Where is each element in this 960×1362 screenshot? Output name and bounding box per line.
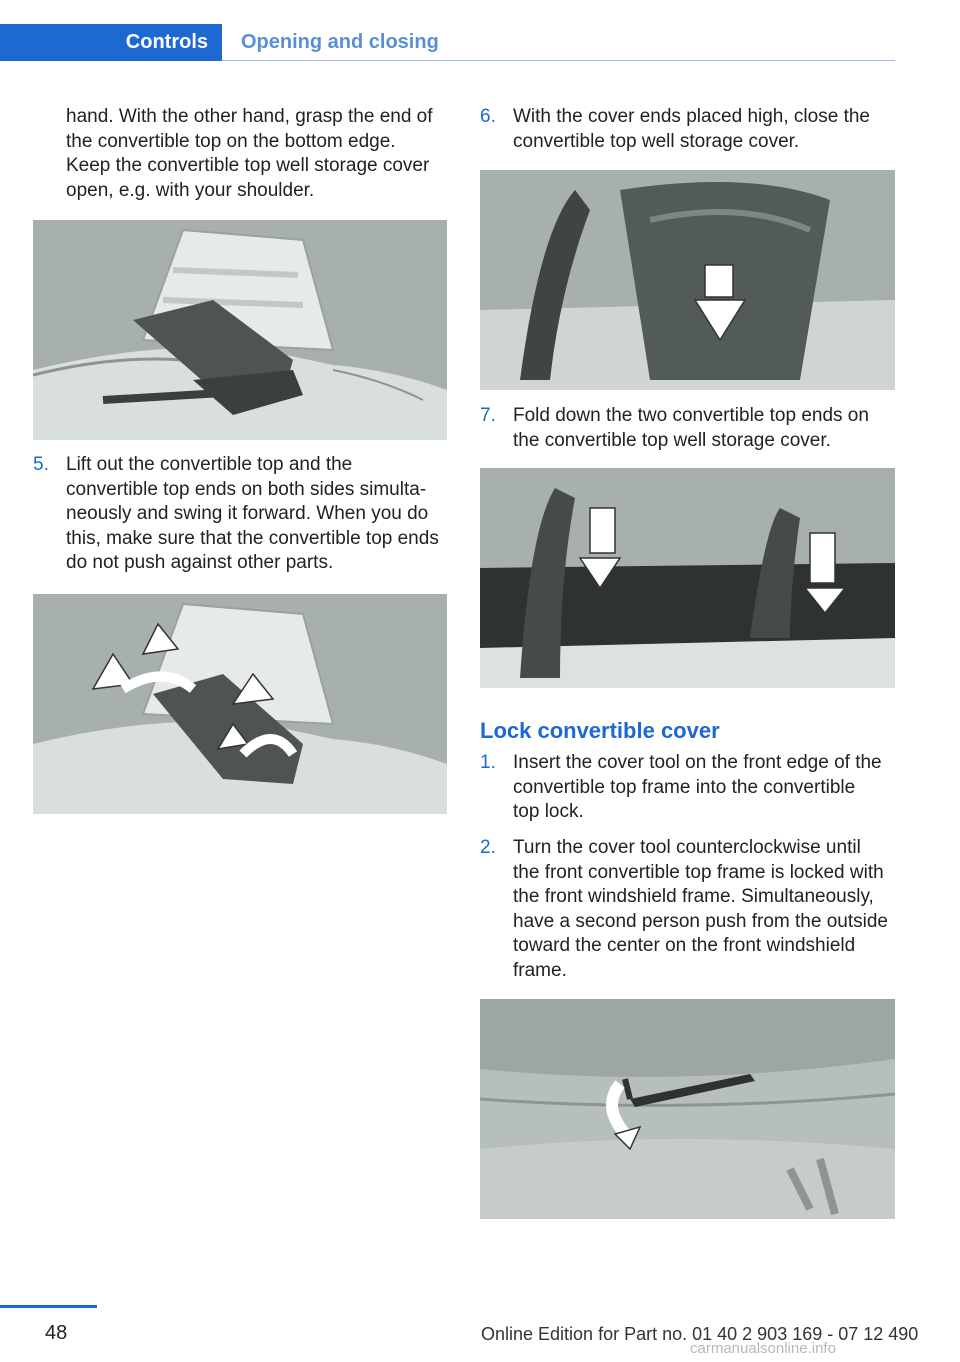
step-line: frame. — [513, 959, 567, 981]
intro-paragraph — [66, 105, 456, 203]
step-line: top lock. — [513, 801, 584, 822]
lock-convertible-cover-heading: Lock convertible cover — [480, 718, 720, 743]
intro-line: Keep the convertible top well storage cover — [66, 155, 430, 176]
step-line: neously and swing it forward. When you do — [66, 503, 429, 524]
intro-line: the convertible top on the bottom edge. — [66, 130, 396, 152]
step-text — [513, 751, 882, 825]
figure-lifting-top — [33, 220, 447, 440]
chapter-tab[interactable]: Controls — [0, 24, 222, 61]
page-header — [0, 24, 895, 61]
step-line: do not push against other parts. — [66, 552, 334, 573]
step-line: convertible top frame into the convertible — [513, 776, 856, 798]
step-line: the front windshield frame. Simultaneously, — [513, 886, 874, 907]
lock-step-2 — [480, 836, 900, 986]
step-line: this, make sure that the convertible top ends — [66, 527, 439, 549]
header-divider — [222, 60, 895, 61]
intro-line: open, e.g. with your shoulder. — [66, 179, 315, 201]
intro-line: hand. With the other hand, grasp the end of — [66, 106, 433, 127]
step-line: With the cover ends placed high, close the — [513, 106, 870, 127]
figure-closing-storage-cover — [480, 170, 895, 390]
step-line: Turn the cover tool counterclockwise until — [513, 837, 861, 858]
step-line: toward the center on the front windshield — [513, 935, 856, 956]
step-number: 7. — [480, 405, 496, 426]
step-line: the convertible top well storage cover. — [513, 429, 831, 451]
step-line: Lift out the convertible top and the — [66, 454, 353, 475]
footer-divider — [0, 1305, 97, 1308]
page-number: 48 — [45, 1322, 68, 1344]
lock-step-1 — [480, 751, 900, 831]
figure-folding-top-ends — [480, 468, 895, 688]
figure-turning-cover-tool — [480, 999, 895, 1219]
step-line: have a second person push from the outside — [513, 910, 888, 932]
step-number: 6. — [480, 106, 496, 127]
step-7 — [480, 404, 900, 459]
step-line: Fold down the two convertible top ends on — [513, 405, 869, 426]
step-5 — [33, 453, 453, 583]
step-text — [513, 836, 888, 983]
step-number: 5. — [33, 454, 49, 475]
watermark: carmanualsonline.info — [690, 1340, 836, 1357]
step-number: 2. — [480, 837, 496, 858]
step-text — [513, 404, 869, 453]
step-6 — [480, 105, 900, 160]
figure-swinging-top-forward — [33, 594, 447, 814]
edition-note: Online Edition for Part no. 01 40 2 903 169 - 07 12 490 — [481, 1324, 919, 1344]
section-title[interactable]: Opening and closing — [241, 31, 439, 53]
step-line: the front convertible top frame is locked with — [513, 861, 884, 883]
step-line: convertible top ends on both sides simulta‐ — [66, 478, 427, 500]
step-text — [513, 105, 870, 154]
step-line: convertible top well storage cover. — [513, 130, 800, 152]
step-line: Insert the cover tool on the front edge of the — [513, 752, 882, 773]
step-text — [66, 453, 439, 576]
step-number: 1. — [480, 752, 496, 773]
